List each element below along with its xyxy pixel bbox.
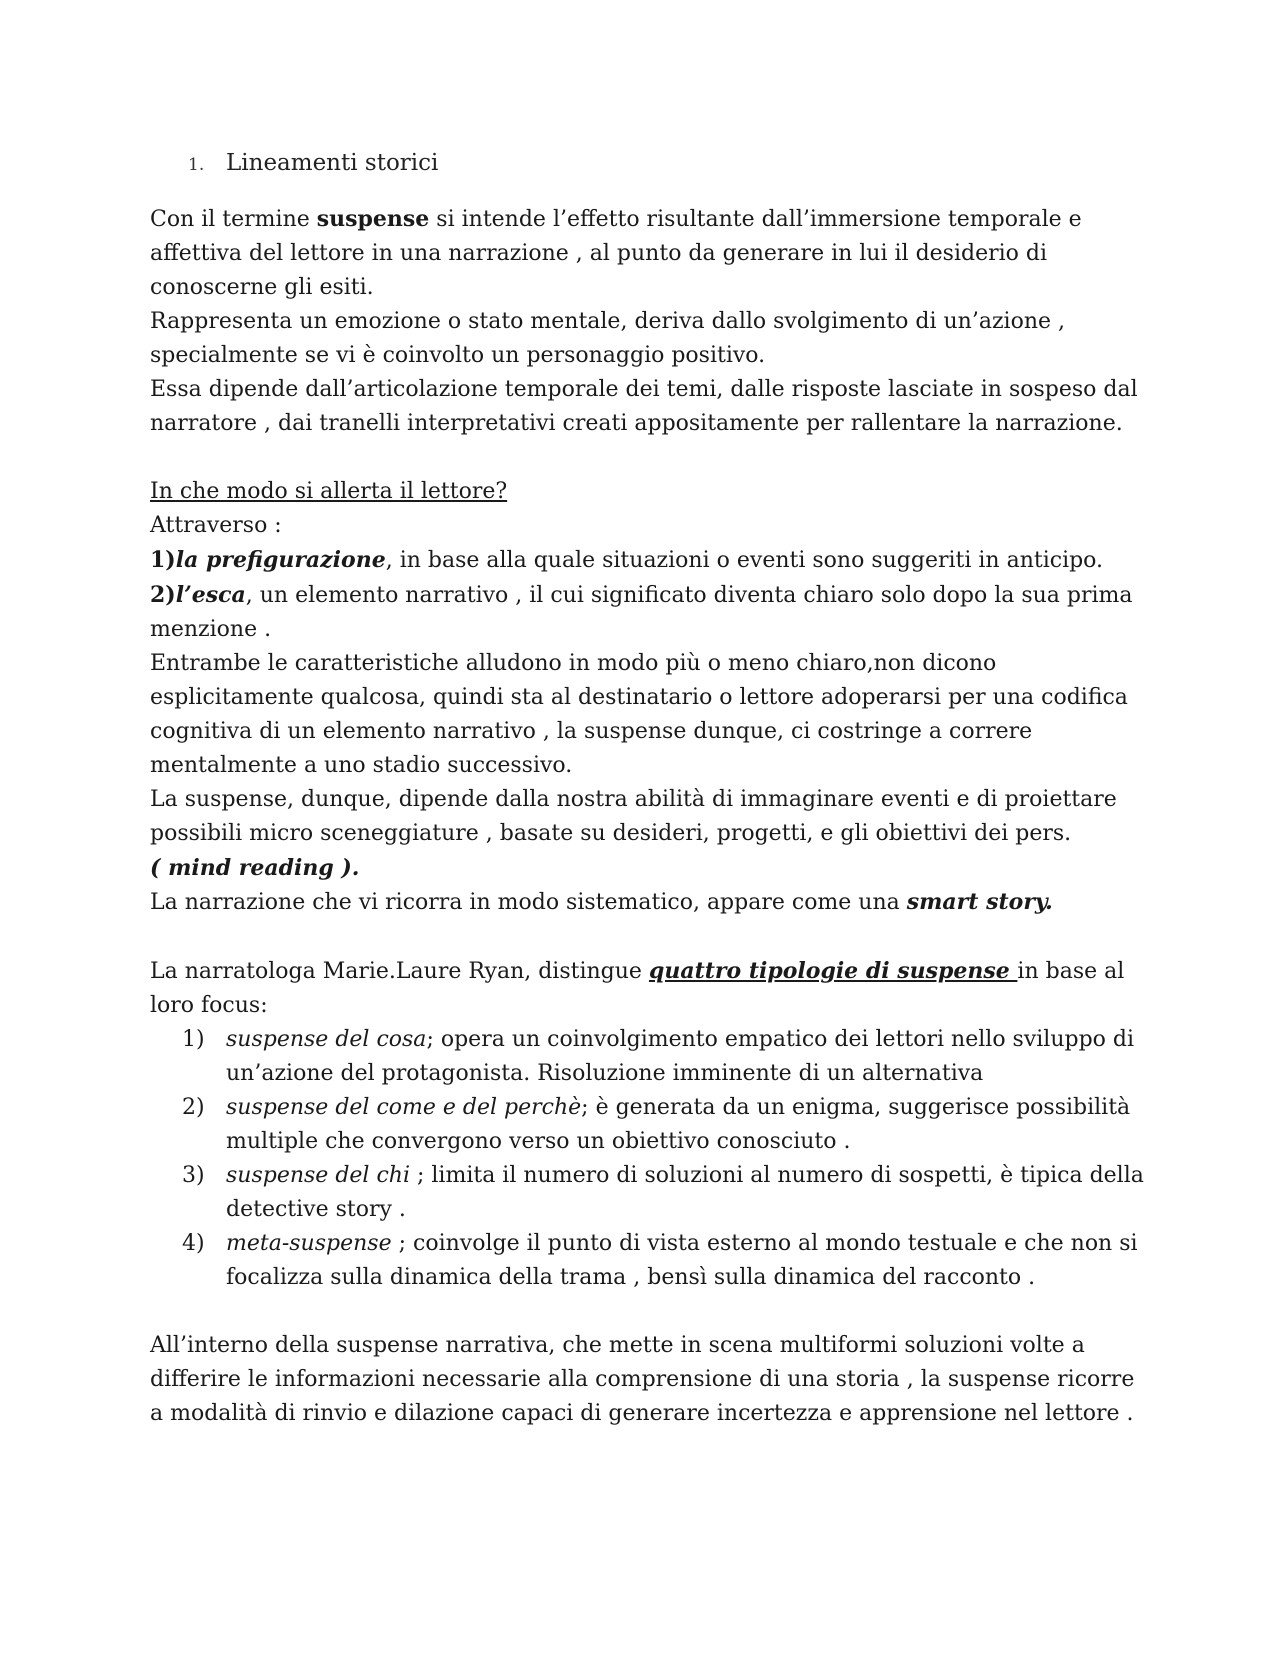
list-marker: 1) bbox=[182, 1027, 205, 1052]
list-marker: 2) bbox=[182, 1095, 205, 1120]
item-text: , un elemento narrativo , il cui significato diventa chiaro solo dopo la sua prima menzione . bbox=[150, 583, 1133, 642]
intro-paragraph-3: Essa dipende dall’articolazione temporale dei temi, dalle risposte lasciate in sospeso dal narratore , dai tranelli interpretativi creati appositamente per rallentare la narrazione. bbox=[150, 377, 1138, 436]
list-item-body bbox=[226, 1159, 1150, 1227]
list-item bbox=[150, 1023, 1150, 1091]
intro-paragraph-2: Rappresenta un emozione o stato mentale, deriva dallo svolgimento di un’azione , specialmente se vi è coinvolto un personaggio positivo. bbox=[150, 309, 1065, 368]
list-item-term: meta-suspense bbox=[226, 1231, 392, 1256]
list-item-term: suspense del come e del perchè bbox=[226, 1095, 582, 1120]
list-item-text: ; è generata da un enigma, suggerisce possibilità multiple che convergono verso un obiettivo conosciuto . bbox=[226, 1095, 1131, 1154]
list-item bbox=[150, 1091, 1150, 1159]
list-item bbox=[150, 1227, 1150, 1295]
term-smart-story: smart story. bbox=[906, 889, 1053, 915]
smart-story-text: La narrazione che vi ricorra in modo sistematico, appare come una bbox=[150, 890, 907, 915]
item-marker: 1) bbox=[150, 547, 176, 573]
list-item-text: ; limita il numero di soluzioni al numero di sospetti, è tipica della detective story . bbox=[226, 1163, 1144, 1222]
list-item bbox=[150, 1159, 1150, 1227]
entrambe-paragraph: Entrambe le caratteristiche alludono in modo più o meno chiaro,non dicono esplicitamente qualcosa, quindi sta al destinatario o lettore adoperarsi per una codifica cognitiva di un elemento narrativo , la suspense dunque, ci costringe a correre mentalmente a uno stadio successivo. bbox=[150, 651, 1128, 778]
intro-text: Con il termine bbox=[150, 207, 317, 232]
list-item-term: suspense del chi bbox=[226, 1163, 410, 1188]
spacer bbox=[150, 441, 1150, 475]
section-heading bbox=[188, 146, 1150, 182]
term-esca: l’esca bbox=[175, 582, 246, 608]
term-prefigurazione: la prefigurazione bbox=[175, 547, 386, 573]
ryan-paragraph bbox=[150, 954, 1150, 1023]
suspense-paragraph: La suspense, dunque, dipende dalla nostra abilità di immaginare eventi e di proiettare possibili micro sceneggiature , basate su desideri, progetti, e gli obiettivi dei pers. bbox=[150, 787, 1117, 846]
suspense-types-list bbox=[150, 1023, 1150, 1295]
spacer bbox=[150, 920, 1150, 954]
term-quattro-tipologie: quattro tipologie di suspense bbox=[648, 958, 1018, 984]
attraverso-line: Attraverso : bbox=[150, 513, 282, 538]
item-text: , in base alla quale situazioni o eventi sono suggeriti in anticipo. bbox=[385, 548, 1104, 573]
list-item-body bbox=[226, 1091, 1150, 1159]
intro-text: si intende l’effetto risultante dall’immersione temporale e affettiva del lettore in una narrazione , al punto da generare in lui il desiderio di conoscerne gli esiti. bbox=[150, 207, 1082, 300]
list-marker: 3) bbox=[182, 1163, 205, 1188]
allerta-question: In che modo si allerta il lettore? bbox=[150, 479, 508, 504]
heading-title: Lineamenti storici bbox=[226, 150, 439, 176]
spacer bbox=[150, 1295, 1150, 1329]
list-item-body bbox=[226, 1023, 1150, 1091]
allerta-item-1 bbox=[150, 543, 1150, 578]
list-item-term: suspense del cosa bbox=[226, 1027, 427, 1052]
mind-reading-line: ( mind reading ). bbox=[150, 855, 360, 881]
list-item-body bbox=[226, 1227, 1150, 1295]
intro-paragraph-1 bbox=[150, 202, 1150, 305]
list-item-text: ; opera un coinvolgimento empatico dei lettori nello sviluppo di un’azione del protagonista. Risoluzione imminente di un alternativa bbox=[226, 1027, 1135, 1086]
document-body bbox=[150, 146, 1150, 1431]
ryan-text: in base al loro focus: bbox=[150, 959, 1125, 1018]
ryan-text: La narratologa Marie.Laure Ryan, distingue bbox=[150, 959, 649, 984]
allerta-item-2 bbox=[150, 578, 1150, 647]
smart-story-paragraph bbox=[150, 885, 1150, 920]
list-item-text: ; coinvolge il punto di vista esterno al mondo testuale e che non si focalizza sulla dinamica della trama , bensì sulla dinamica del racconto . bbox=[226, 1231, 1138, 1290]
item-marker: 2) bbox=[150, 582, 176, 608]
heading-number: 1. bbox=[188, 155, 205, 175]
list-marker: 4) bbox=[182, 1231, 205, 1256]
closing-paragraph: All’interno della suspense narrativa, che mette in scena multiformi soluzioni volte a differire le informazioni necessarie alla comprensione di una storia , la suspense ricorre a modalità di rinvio e dilazione capaci di generare incertezza e apprensione nel lettore . bbox=[150, 1333, 1135, 1426]
term-suspense: suspense bbox=[316, 206, 430, 232]
